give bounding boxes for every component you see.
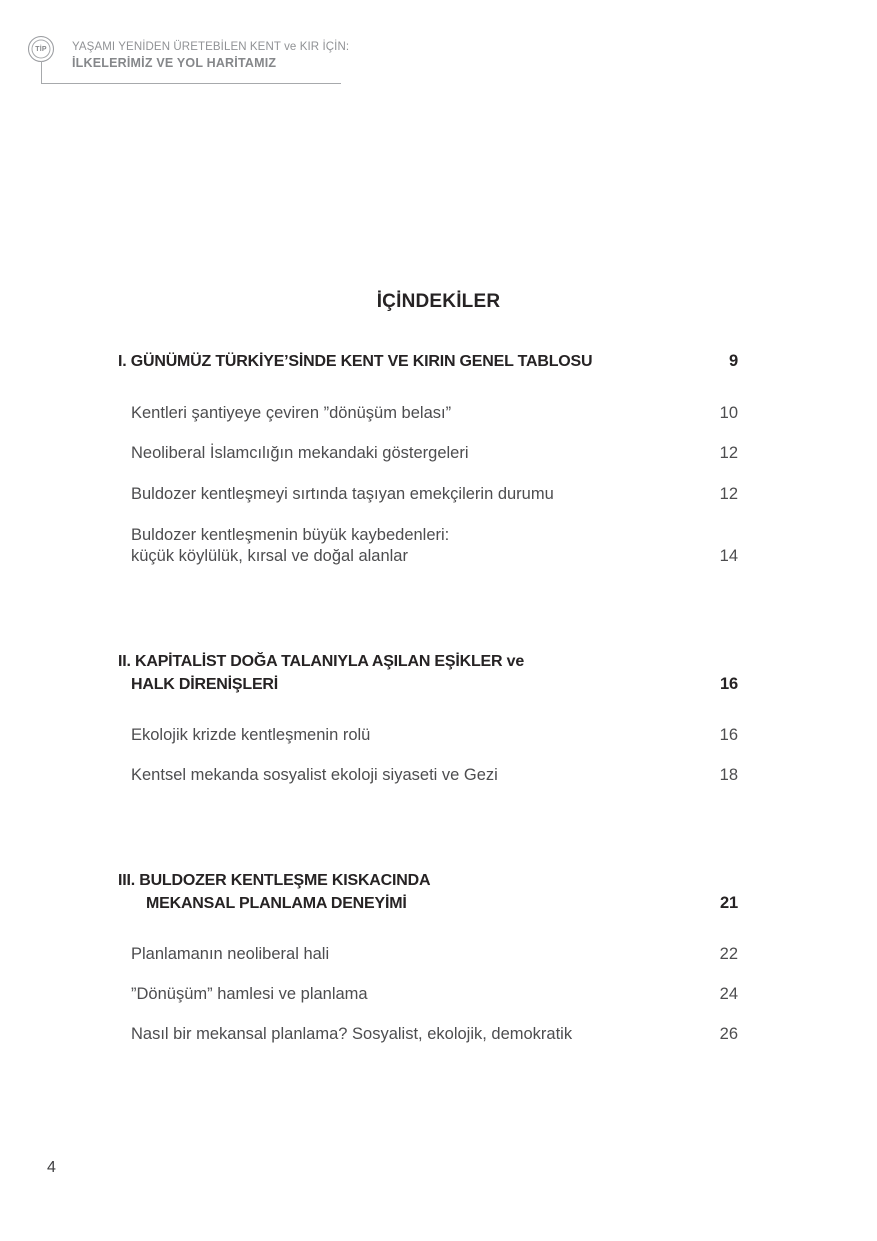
toc-entry-page: 12	[719, 444, 738, 462]
toc-entry-page: 16	[720, 675, 738, 693]
toc-entry-line: Kentleri şantiyeye çeviren ”dönüşüm belası”	[131, 404, 452, 422]
toc-entry-page: 14	[719, 547, 738, 565]
header-line2: İLKELERİMİZ VE YOL HARİTAMIZ	[72, 56, 277, 70]
toc-entry-row	[118, 984, 738, 1005]
toc-entry-page: 9	[729, 352, 738, 370]
toc-entry-page: 22	[719, 945, 738, 963]
toc-entry-row	[118, 403, 738, 424]
toc-entry-page: 12	[719, 485, 738, 503]
toc-entry-line: II. KAPİTALİST DOĞA TALANIYLA AŞILAN EŞİKLER ve	[118, 653, 525, 670]
toc-entry-label	[118, 350, 717, 373]
table-of-contents	[118, 0, 738, 1241]
toc-entry-line: Planlamanın neoliberal hali	[131, 945, 330, 963]
toc-entry-label	[118, 944, 708, 965]
toc-entry-line: Buldozer kentleşmenin büyük kaybedenleri:	[131, 526, 450, 544]
toc-entry-line: I. GÜNÜMÜZ TÜRKİYE’SİNDE KENT VE KIRIN GENEL TABLOSU	[118, 353, 593, 370]
toc-entry-label	[118, 484, 708, 505]
toc-entry-label	[118, 765, 708, 786]
toc-entry-row	[118, 525, 738, 567]
toc-entry-row	[118, 944, 738, 965]
toc-entry-row	[118, 484, 738, 505]
toc-entry-line: Kentsel mekanda sosyalist ekoloji siyaseti ve Gezi	[131, 766, 498, 784]
toc-entry-page: 10	[719, 404, 738, 422]
toc-entry-row	[118, 725, 738, 746]
toc-entry-line: Nasıl bir mekansal planlama? Sosyalist, ekolojik, demokratik	[131, 1025, 573, 1043]
toc-entry-label	[118, 525, 708, 567]
toc-entry-line: küçük köylülük, kırsal ve doğal alanlar	[131, 547, 408, 565]
toc-entry-row	[118, 765, 738, 786]
tip-logo-text: TİP	[35, 45, 47, 53]
toc-entry-label	[118, 650, 708, 696]
toc-entry-page: 24	[719, 985, 738, 1003]
toc-entry-label	[118, 443, 708, 464]
toc-entry-line: HALK DİRENİŞLERİ	[131, 676, 279, 693]
toc-entry-row	[118, 443, 738, 464]
header-line1: YAŞAMI YENİDEN ÜRETEBİLEN KENT ve KIR İÇİN:	[72, 41, 350, 53]
toc-entry-line: III. BULDOZER KENTLEŞME KISKACINDA	[118, 872, 431, 889]
toc-entry-page: 18	[719, 766, 738, 784]
toc-title: İÇİNDEKİLER	[376, 291, 501, 312]
toc-entry-label	[118, 984, 708, 1005]
toc-entry-label	[118, 1024, 708, 1045]
toc-entry-line: Buldozer kentleşmeyi sırtında taşıyan emekçilerin durumu	[131, 485, 554, 503]
toc-entry-label	[118, 725, 708, 746]
toc-entry-line: MEKANSAL PLANLAMA DENEYİMİ	[146, 895, 407, 912]
toc-entry-row	[118, 1024, 738, 1045]
tip-party-logo-icon	[28, 36, 54, 62]
page-number: 4	[47, 1159, 56, 1176]
toc-entry-line: Neoliberal İslamcılığın mekandaki göstergeleri	[131, 444, 469, 462]
toc-section-row	[118, 350, 738, 373]
toc-section-row	[118, 650, 738, 696]
toc-entry-label	[118, 869, 708, 915]
toc-entry-page: 16	[719, 726, 738, 744]
toc-section-row	[118, 869, 738, 915]
toc-entry-page: 26	[719, 1025, 738, 1043]
toc-entry-label	[118, 403, 708, 424]
toc-entry-line: ”Dönüşüm” hamlesi ve planlama	[131, 985, 368, 1003]
toc-entry-line: Ekolojik krizde kentleşmenin rolü	[131, 726, 371, 744]
toc-entry-page: 21	[720, 894, 738, 912]
